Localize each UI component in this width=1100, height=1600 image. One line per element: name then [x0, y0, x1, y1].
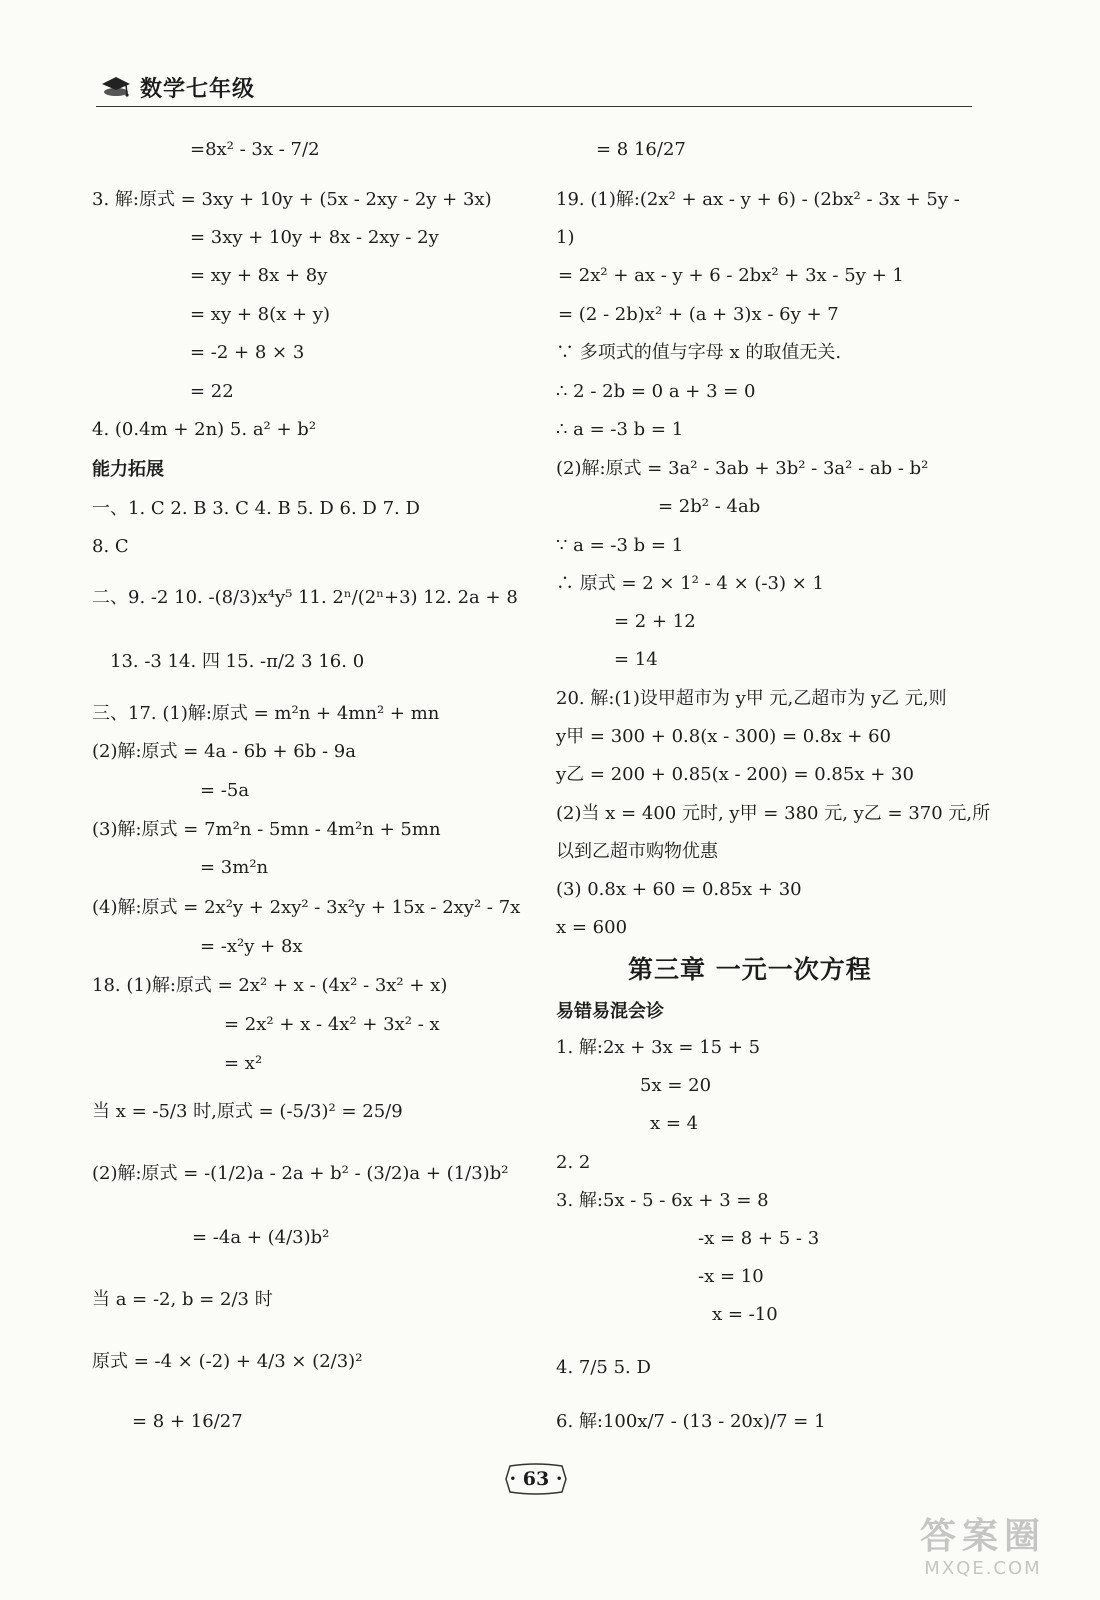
answer-line: 19. (1)解:(2x² + ax - y + 6) - (2bx² - 3x + 5y -: [556, 189, 960, 210]
answer-line: 当 a = -2, b = 2/3 时: [92, 1289, 273, 1310]
answer-line: 13. -3 14. 四 15. -π/2 3 16. 0: [110, 651, 365, 672]
answer-line: 以到乙超市购物优惠: [556, 841, 718, 862]
answer-line: = 8 + 16/27: [132, 1411, 243, 1432]
answer-line: = 2 + 12: [614, 611, 696, 632]
answer-line: y甲 = 300 + 0.8(x - 300) = 0.8x + 60: [556, 726, 892, 747]
watermark-logo-text: 答案圈: [919, 1516, 1046, 1557]
answer-line: (2)解:原式 = 3a² - 3ab + 3b² - 3a² - ab - b²: [556, 458, 929, 479]
answer-line: 20. 解:(1)设甲超市为 y甲 元,乙超市为 y乙 元,则: [556, 688, 947, 709]
answer-line: = 3xy + 10y + 8x - 2xy - 2y: [190, 227, 439, 248]
answer-line: 当 x = -5/3 时,原式 = (-5/3)² = 25/9: [92, 1101, 403, 1122]
answer-line: -x = 10: [698, 1266, 764, 1287]
watermark-url: MXQE.COM: [924, 1558, 1042, 1579]
answer-line: 6. 解:100x/7 - (13 - 20x)/7 = 1: [556, 1411, 826, 1432]
mortarboard-logo-icon: [100, 74, 132, 98]
answer-line: 2. 2: [556, 1152, 591, 1173]
site-watermark: [888, 1516, 1078, 1586]
answer-line: 1): [556, 227, 575, 248]
answer-line: ∴ 2 - 2b = 0 a + 3 = 0: [556, 381, 756, 402]
page-number: · 63 ·: [504, 1462, 568, 1496]
answer-line: x = 600: [556, 917, 628, 938]
header-divider: [96, 106, 972, 107]
answer-line: 二、9. -2 10. -(8/3)x⁴y⁵ 11. 2ⁿ/(2ⁿ+3) 12. 2a + 8: [92, 587, 518, 608]
answer-line: x = 4: [650, 1113, 699, 1134]
answer-line: ∴ 原式 = 2 × 1² - 4 × (-3) × 1: [556, 573, 824, 594]
answer-line: = 14: [614, 649, 658, 670]
answer-line: = xy + 8(x + y): [190, 304, 330, 325]
answer-line: = 8 16/27: [596, 139, 686, 160]
answer-line: -x = 8 + 5 - 3: [698, 1228, 820, 1249]
answer-line: 3. 解:5x - 5 - 6x + 3 = 8: [556, 1190, 769, 1211]
answer-line: 三、17. (1)解:原式 = m²n + 4mn² + mn: [92, 703, 440, 724]
section-heading: 易错易混会诊: [556, 1001, 664, 1022]
answer-line: = -4a + (4/3)b²: [192, 1227, 330, 1248]
answer-line: (2)解:原式 = -(1/2)a - 2a + b² - (3/2)a + (1/3)b²: [92, 1163, 509, 1184]
answer-line: = 2x² + x - 4x² + 3x² - x: [224, 1014, 440, 1035]
book-title: 数学七年级: [140, 77, 256, 102]
answer-line: (2)解:原式 = 4a - 6b + 6b - 9a: [92, 741, 356, 762]
answer-line: = xy + 8x + 8y: [190, 265, 328, 286]
answer-line: 4. 7/5 5. D: [556, 1357, 651, 1378]
answer-line: = -5a: [200, 780, 250, 801]
answer-line: = (2 - 2b)x² + (a + 3)x - 6y + 7: [558, 304, 839, 325]
answer-line: 1. 解:2x + 3x = 15 + 5: [556, 1037, 761, 1058]
answer-line: 一、1. C 2. B 3. C 4. B 5. D 6. D 7. D: [92, 498, 420, 519]
answer-line: = 2x² + ax - y + 6 - 2bx² + 3x - 5y + 1: [558, 265, 904, 286]
answer-line: = x²: [224, 1053, 263, 1074]
answer-line: x = -10: [712, 1304, 778, 1325]
answer-line: (2)当 x = 400 元时, y甲 = 380 元, y乙 = 370 元,所: [556, 803, 991, 824]
answer-line: 5x = 20: [640, 1075, 712, 1096]
answer-line: 8. C: [92, 536, 129, 557]
answer-line: 4. (0.4m + 2n) 5. a² + b²: [92, 419, 317, 440]
answer-line: = -2 + 8 × 3: [190, 342, 305, 363]
answer-line: = 3m²n: [200, 857, 269, 878]
answer-line: 18. (1)解:原式 = 2x² + x - (4x² - 3x² + x): [92, 975, 448, 996]
page-header: [96, 72, 972, 104]
section-heading: 能力拓展: [92, 459, 164, 480]
chapter-title: 第三章 一元一次方程: [628, 955, 872, 984]
answer-line: ∴ a = -3 b = 1: [556, 419, 684, 440]
answer-line: (4)解:原式 = 2x²y + 2xy² - 3x²y + 15x - 2xy² - 7x: [92, 897, 521, 918]
answer-line: = -x²y + 8x: [200, 936, 303, 957]
answer-line: =8x² - 3x - 7/2: [190, 139, 320, 160]
answer-line: 原式 = -4 × (-2) + 4/3 × (2/3)²: [92, 1351, 363, 1372]
answer-line: (3)解:原式 = 7m²n - 5mn - 4m²n + 5mn: [92, 819, 441, 840]
answer-line: = 2b² - 4ab: [658, 496, 761, 517]
answer-line: ∵ 多项式的值与字母 x 的取值无关.: [556, 342, 842, 363]
answer-line: y乙 = 200 + 0.85(x - 200) = 0.85x + 30: [556, 764, 914, 785]
answer-line: 3. 解:原式 = 3xy + 10y + (5x - 2xy - 2y + 3x): [92, 189, 492, 210]
answer-line: ∵ a = -3 b = 1: [556, 535, 684, 556]
answer-line: (3) 0.8x + 60 = 0.85x + 30: [556, 879, 802, 900]
answer-line: = 22: [190, 381, 234, 402]
